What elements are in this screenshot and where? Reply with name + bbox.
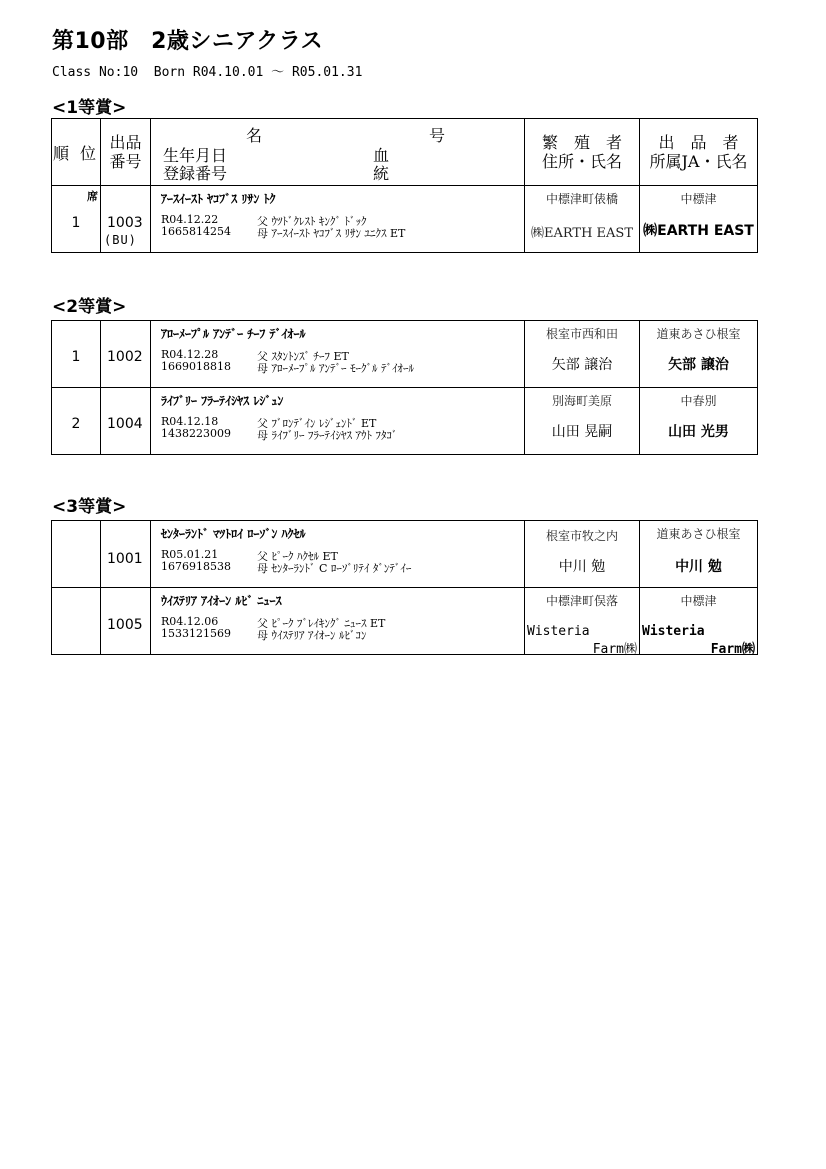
breeder-name-line2: Farm㈱ (592, 642, 637, 657)
header-name-b: 号 (429, 126, 446, 145)
entry-no-cell (101, 588, 151, 655)
results-table-2nd-prize (51, 320, 758, 455)
exhibitor-name: 山田 光男 (668, 424, 729, 440)
table-row (52, 521, 758, 588)
exhibitor-cell (640, 321, 758, 388)
class-info: Class No:10 Born R04.10.01 ～ R05.01.31 (52, 65, 363, 80)
section-label-2nd-prize: <2等賞> (52, 297, 127, 317)
dam: 母 ｱｰｽｲｰｽﾄ ﾔｺﾌﾞｽ ﾘｻﾝ ﾕﾆｸｽ ET (257, 227, 406, 240)
birth-date: R05.01.21 (161, 548, 219, 561)
breeder-name-line1: Wisteria (527, 624, 590, 639)
header-rank: 順 位 (52, 119, 101, 186)
dam: 母 ｱﾛｰﾒｰﾌﾟﾙ ｱﾝﾃﾞｰ ﾓｰｸﾞﾙ ﾃﾞｲｵｰﾙ (257, 362, 414, 375)
horse-name: ｱｰｽｲｰｽﾄ ﾔｺﾌﾞｽ ﾘｻﾝ ﾄｸ (161, 192, 276, 206)
breeder-location: 別海町美原 (551, 394, 612, 408)
exhibitor-name: 中川 勉 (675, 559, 722, 575)
seat-mark: 席 (87, 190, 98, 203)
registration-no: 1669018818 (161, 360, 231, 373)
breeder-location: 根室市牧之内 (545, 529, 618, 543)
entry-note: (BU) (104, 233, 137, 247)
entry-no: 1005 (107, 617, 143, 633)
dam: 母 ｳｲｽﾃﾘｱ ｱｲｵｰﾝ ﾙﾋﾞｺﾝ (257, 629, 367, 642)
registration-no: 1533121569 (161, 627, 231, 640)
sire: 父 ﾋﾟｰｸ ﾌﾞﾚｲｷﾝｸﾞ ﾆｭｰｽ ET (257, 617, 386, 630)
header-dob: 生年月日 (163, 146, 228, 165)
horse-name: ｾﾝﾀｰﾗﾝﾄﾞ ﾏﾂﾄﾛｲ ﾛｰｿﾞﾝ ﾊｸｾﾙ (161, 527, 306, 541)
exhibitor-cell (640, 186, 758, 253)
exhibitor-name: 矢部 譲治 (668, 357, 729, 373)
exhibitor-cell (640, 388, 758, 455)
breeder-location: 中標津町俵橋 (545, 192, 618, 206)
header-exhibitor-line2: 所属JA・氏名 (649, 152, 748, 171)
breeder-location: 中標津町俣落 (545, 594, 618, 608)
header-breeder-line1: 繁 殖 者 (541, 133, 622, 152)
breeder-cell (525, 321, 640, 388)
sire: 父 ﾌﾞﾛﾝﾃﾞｲﾝ ﾚｼﾞｪﾝﾄﾞ ET (257, 417, 377, 430)
breeder-cell (525, 388, 640, 455)
results-table-1st-prize (51, 118, 758, 253)
exhibitor-location: 道東あさひ根室 (656, 327, 741, 341)
breeder-name: 中川 勉 (558, 559, 606, 575)
rank-cell (52, 588, 101, 655)
horse-cell (151, 321, 525, 388)
dam: 母 ｾﾝﾀｰﾗﾝﾄﾞ C ﾛｰｿﾞﾘﾃｲ ﾀﾞﾝﾃﾞｲｰ (257, 562, 412, 575)
rank-value: 1 (71, 215, 81, 231)
horse-cell (151, 388, 525, 455)
horse-name: ｱﾛｰﾒｰﾌﾟﾙ ｱﾝﾃﾞｰ ﾁｰﾌ ﾃﾞｲｵｰﾙ (161, 327, 306, 341)
entry-no-cell (101, 186, 151, 253)
entry-no: 1001 (107, 551, 143, 567)
section-label-3rd-prize: <3等賞> (52, 497, 127, 517)
header-blood-a: 血 (373, 146, 390, 165)
birth-date: R04.12.28 (161, 348, 219, 361)
rank-value: 1 (71, 349, 81, 365)
breeder-name: 矢部 譲治 (551, 357, 613, 373)
page-title: 第10部 2歳シニアクラス (52, 29, 324, 54)
header-exhibitor (640, 119, 758, 186)
header-reg: 登録番号 (163, 164, 228, 183)
breeder-cell (525, 521, 640, 588)
birth-date: R04.12.18 (161, 415, 219, 428)
breeder-cell (525, 186, 640, 253)
exhibitor-name-line1: Wisteria (642, 624, 705, 639)
horse-cell (151, 186, 525, 253)
horse-cell (151, 588, 525, 655)
horse-name: ｳｲｽﾃﾘｱ ｱｲｵｰﾝ ﾙﾋﾞ ﾆｭｰｽ (161, 594, 282, 608)
entry-no: 1002 (107, 349, 143, 365)
header-breeder (525, 119, 640, 186)
entry-no: 1003 (107, 215, 143, 231)
rank-cell (52, 186, 101, 253)
header-entry-no (101, 119, 151, 186)
birth-date: R04.12.22 (161, 213, 219, 226)
registration-no: 1676918538 (161, 560, 231, 573)
header-blood-b: 統 (373, 164, 390, 183)
entry-no-cell (101, 521, 151, 588)
header-entry-no-line1: 出品 (109, 133, 142, 152)
entry-no: 1004 (107, 416, 143, 432)
header-name-a: 名 (246, 126, 263, 145)
rank-value: 2 (71, 416, 81, 432)
sire: 父 ｽﾀﾝﾄﾝｽﾞ ﾁｰﾌ ET (257, 350, 349, 363)
table-row (52, 321, 758, 388)
registration-no: 1438223009 (161, 427, 231, 440)
dam: 母 ﾗｲﾌﾞﾘｰ ﾌﾗｰﾃｲｼﾔｽ ｱｳﾄ ﾌﾀｺﾞ (257, 429, 398, 442)
birth-date: R04.12.06 (161, 615, 219, 628)
exhibitor-location: 中春別 (680, 394, 717, 408)
breeder-location: 根室市西和田 (545, 327, 618, 341)
results-table-3rd-prize (51, 520, 758, 655)
sire: 父 ｳﾂﾄﾞｸﾚｽﾄ ｷﾝｸﾞ ﾄﾞｯｸ (257, 215, 367, 228)
breeder-cell (525, 588, 640, 655)
table-row (52, 388, 758, 455)
breeder-name: 山田 晃嗣 (551, 424, 613, 440)
exhibitor-location: 道東あさひ根室 (656, 527, 741, 541)
entry-no-cell (101, 388, 151, 455)
header-breeder-line2: 住所・氏名 (541, 152, 622, 171)
entry-no-cell (101, 321, 151, 388)
table-header-row (52, 119, 758, 186)
header-name-cell (151, 119, 525, 186)
header-exhibitor-line1: 出 品 者 (658, 133, 739, 152)
horse-name: ﾗｲﾌﾞﾘｰ ﾌﾗｰﾃｲｼﾔｽ ﾚｼﾞｭﾝ (161, 394, 284, 408)
exhibitor-location: 中標津 (680, 594, 717, 608)
exhibitor-location: 中標津 (680, 192, 717, 206)
exhibitor-cell (640, 588, 758, 655)
registration-no: 1665814254 (161, 225, 231, 238)
exhibitor-name: ㈱EARTH EAST (643, 223, 754, 239)
rank-cell (52, 321, 101, 388)
table-row (52, 186, 758, 253)
breeder-name: ㈱EARTH EAST (530, 226, 634, 241)
header-entry-no-line2: 番号 (109, 152, 142, 171)
section-label-1st-prize: <1等賞> (52, 98, 127, 118)
exhibitor-cell (640, 521, 758, 588)
rank-cell (52, 388, 101, 455)
horse-cell (151, 521, 525, 588)
exhibitor-name-line2: Farm㈱ (710, 642, 755, 657)
rank-cell (52, 521, 101, 588)
sire: 父 ﾋﾟｰｸ ﾊｸｾﾙ ET (257, 550, 338, 563)
table-row (52, 588, 758, 655)
